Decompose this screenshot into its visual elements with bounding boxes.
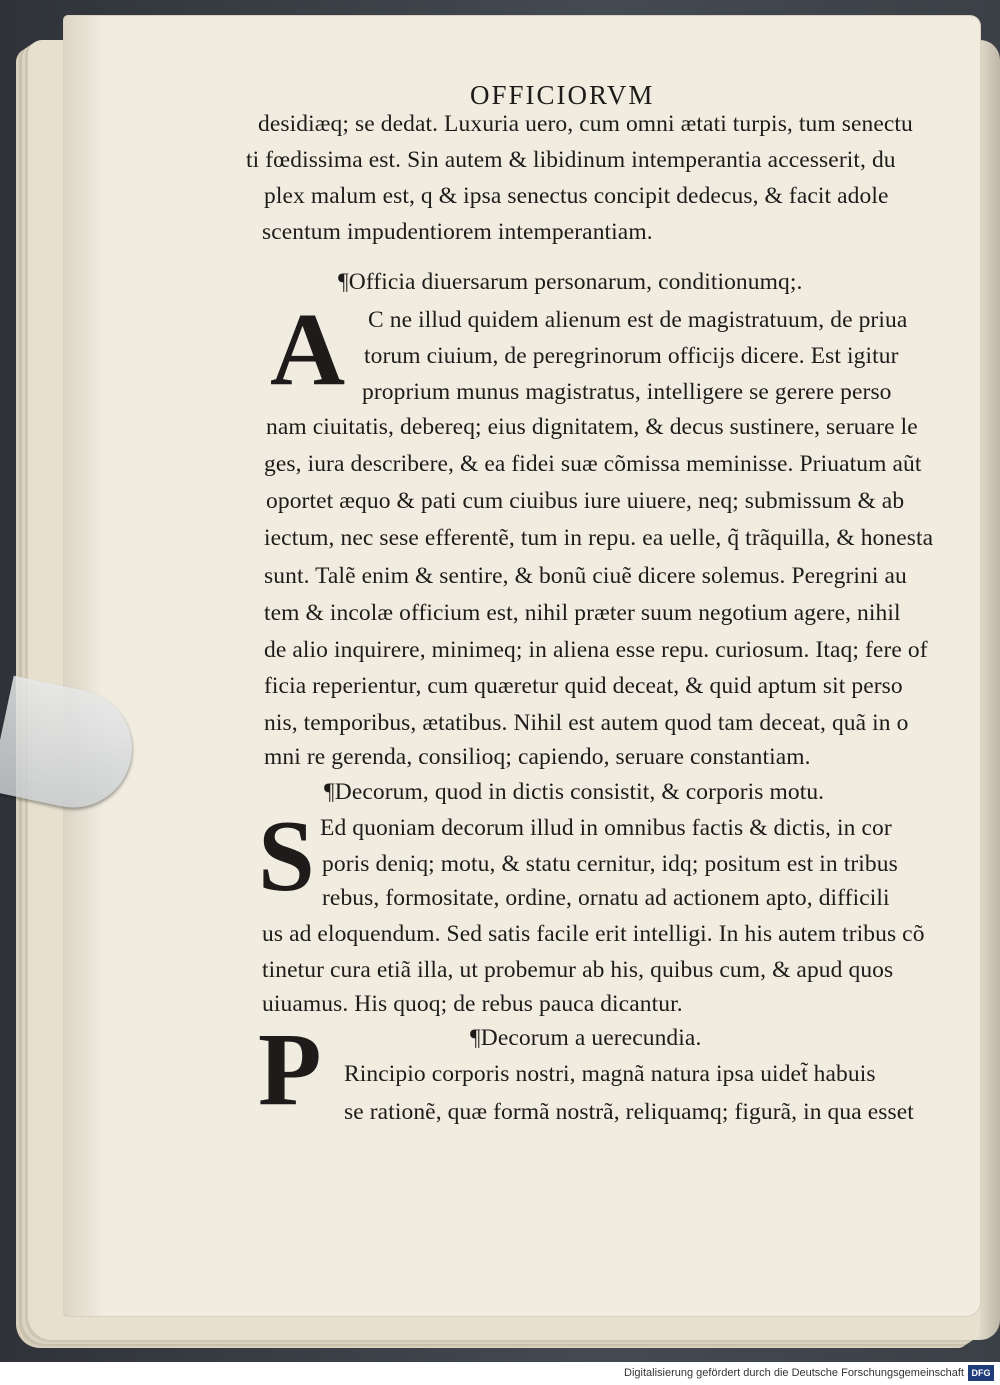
text-line: poris deniq; motu, & statu cernitur, idq; positum est in tribus bbox=[322, 851, 898, 877]
text-line: proprium munus magistratus, intelligere se gerere perso bbox=[362, 379, 892, 405]
text-line: us ad eloquendum. Sed satis facile erit intelligi. In his autem tribus cõ bbox=[262, 921, 925, 947]
text-line: nis, temporibus, ætatibus. Nihil est autem quod tam deceat, quã in o bbox=[264, 710, 909, 736]
text-line: desidiæq; se dedat. Luxuria uero, cum omni ætati turpis, tum senectu bbox=[258, 111, 913, 137]
text-line: se rationẽ, quæ formã nostrã, reliquamq; figurã, in qua esset bbox=[344, 1099, 914, 1125]
section-heading: ¶Decorum a uerecundia. bbox=[470, 1025, 702, 1051]
text-line: sunt. Talẽ enim & sentire, & bonũ ciuẽ dicere solemus. Peregrini au bbox=[264, 563, 907, 589]
text-line: scentum impudentiorem intemperantiam. bbox=[262, 219, 653, 245]
text-line: nam ciuitatis, debereq; eius dignitatem, & decus sustinere, seruare le bbox=[266, 414, 918, 440]
dropcap: A bbox=[270, 292, 346, 407]
text-line: mni re gerenda, consilioq; capiendo, seruare constantiam. bbox=[264, 744, 811, 770]
text-line: uiuamus. His quoq; de rebus pauca dicantur. bbox=[262, 991, 683, 1017]
text-line: ti fœdissima est. Sin autem & libidinum intemperantia accesserit, du bbox=[246, 147, 896, 173]
text-line: de alio inquirere, minimeq; in aliena esse repu. curiosum. Itaq; fere of bbox=[264, 637, 928, 663]
running-head: OFFICIORVM bbox=[470, 80, 655, 110]
section-heading: ¶Decorum, quod in dictis consistit, & corporis motu. bbox=[324, 779, 825, 805]
footer-credit: Digitalisierung gefördert durch die Deutsche Forschungsgemeinschaft bbox=[624, 1367, 964, 1379]
text-line: tinetur cura etiã illa, ut probemur ab his, quibus cum, & apud quos bbox=[262, 957, 894, 983]
text-line: tem & incolæ officium est, nihil præter suum negotium agere, nihil bbox=[264, 600, 901, 626]
text-line: plex malum est, q & ipsa senectus concipit dedecus, & facit adole bbox=[264, 183, 889, 209]
dropcap: S bbox=[258, 800, 315, 913]
text-line: C ne illud quidem alienum est de magistratuum, de priua bbox=[368, 307, 908, 333]
text-line: oportet æquo & pati cum ciuibus iure uiuere, neq; submissum & ab bbox=[266, 488, 905, 514]
dfg-logo: DFG bbox=[968, 1365, 994, 1381]
text-line: ficia reperientur, cum quæretur quid deceat, & quid aptum sit perso bbox=[264, 673, 903, 699]
text-line: Ed quoniam decorum illud in omnibus factis & dictis, in cor bbox=[320, 815, 892, 841]
text-line: Rincipio corporis nostri, magnã natura ipsa uidet̃ habuis bbox=[344, 1061, 876, 1087]
text-line: ges, iura describere, & ea fidei suæ cõmissa meminisse. Priuatum aũt bbox=[264, 451, 922, 477]
text-line: iectum, nec sese efferentẽ, tum in repu. ea uelle, q̃ trãquilla, & honesta bbox=[264, 525, 934, 551]
dropcap: P bbox=[258, 1012, 322, 1127]
text-line: rebus, formositate, ordine, ornatu ad actionem apto, difficili bbox=[322, 885, 890, 911]
section-heading: ¶Officia diuersarum personarum, conditionumq;. bbox=[338, 269, 803, 295]
text-line: torum ciuium, de peregrinorum officijs dicere. Est igitur bbox=[364, 343, 899, 369]
